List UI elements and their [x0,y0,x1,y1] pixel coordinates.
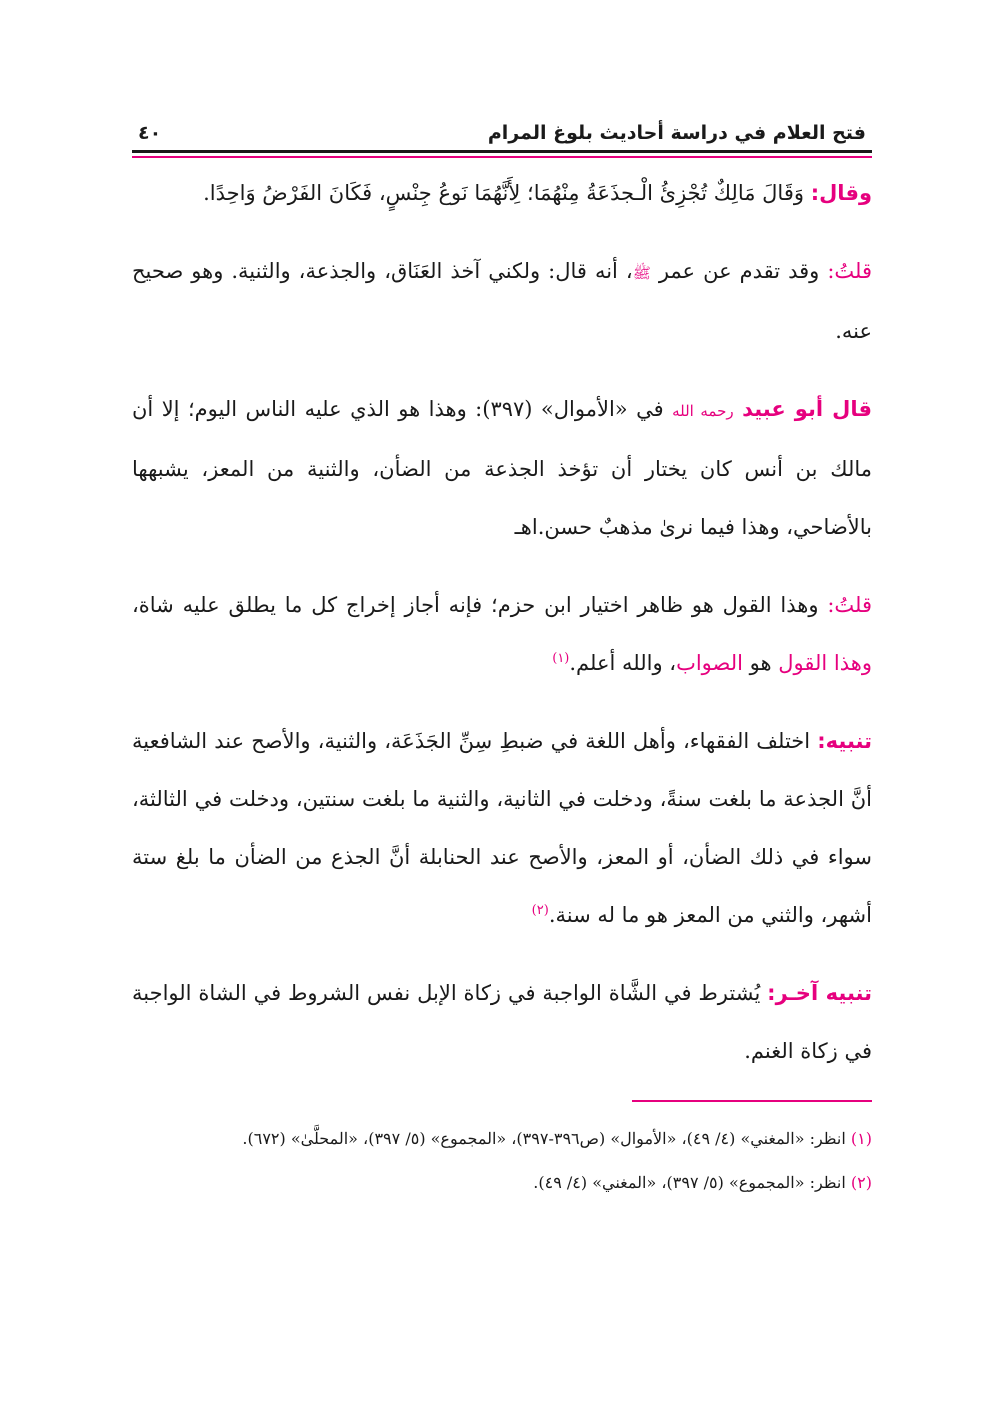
footnote-item [132,1164,872,1202]
footnote-reference[interactable]: (١) [552,651,570,666]
paragraph-malik-saying [132,164,872,222]
paragraph-lead: قال أبو عبيد [742,397,872,421]
footnote-text: انظر: «المجموع» (٥/ ٣٩٧)، «المغني» (٤/ ٤٩). [533,1173,846,1192]
paragraph-text: ، والله أعلم. [569,651,677,675]
paragraph-notice [132,712,872,944]
book-title: فتح العلام في دراسة أحاديث بلوغ المرام [487,122,866,144]
footnotes [132,1120,872,1202]
header-rule-thick [132,150,872,153]
page-header [132,108,872,144]
footnote-separator [632,1100,872,1102]
highlighted-phrase: وهذا القول [778,651,872,675]
document-page [132,108,872,1208]
footnote-number: (١) [850,1129,872,1148]
footnote-text: انظر: «المغني» (٤/ ٤٩)، «الأموال» (ص٣٩٦-٣٩٧)، «المجموع» (٥/ ٣٩٧)، «المحلَّىٰ» (٦٧٢). [242,1129,846,1148]
paragraph-text: اختلف الفقهاء، وأهل اللغة في ضبطِ سِنِّ الجَذَعَة، والثنية، والأصح عند الشافعية أنَّ الجذعة ما بلغت سنةً، ودخلت في الثانية، والثنية ما بلغت سنتين، ودخلت في الثالثة، سواء في ذلك الضأن، أو المعز، والأصح عند الحنابلة أنَّ الجذع من الضأن ما بلغ ستة أشهر، والثني من المعز هو ما له سنة. [132,729,872,927]
paragraph-text: وقد تقدم عن عمر [658,259,820,283]
paragraph-ibn-hazm [132,576,872,692]
footnote-item [132,1120,872,1158]
footnote-number: (٢) [850,1173,872,1192]
paragraph-text: في «الأموال» (٣٩٧): وهذا هو الذي عليه الناس اليوم؛ إلا أن مالك بن أنس كان يختار أن تؤخذ الجذعة من الضأن، والثنية من المعز، يشبهها بالأضاحي، وهذا فيما نرىٰ مذهبٌ حسن.اهـ [132,397,872,539]
main-content [132,164,872,1080]
paragraph-text: هو [749,651,772,675]
footnote-reference[interactable]: (٢) [531,903,549,918]
page-number: ٤٠ [138,122,162,144]
paragraph-lead: قلتُ: [827,259,873,283]
paragraph-lead: تنبيه: [817,729,872,753]
paragraph-text: يُشترط في الشَّاة الواجبة في زكاة الإبل نفس الشروط في الشاة الواجبة في زكاة الغنم. [132,981,872,1063]
paragraph-another-notice [132,964,872,1080]
paragraph-lead: قلتُ: [827,593,872,617]
honorific-glyph: رحمه الله [672,402,734,420]
paragraph-abu-ubaid [132,380,872,556]
paragraph-text: وهذا القول هو ظاهر اختيار ابن حزم؛ فإنه أجاز إخراج كل ما يطلق عليه شاة، [132,593,819,617]
paragraph-text: وَقَالَ مَالِكٌ تُجْزِئُ الْـجذَعَةُ مِنْهُمَا؛ لِأَنَّهُمَا نَوعُ جِنْسٍ، فَكَانَ الفَرْضُ وَاحِدًا. [203,181,804,205]
header-rule-accent [132,156,872,158]
paragraph-lead: وقال: [810,181,872,205]
highlighted-phrase: الصواب [676,651,743,675]
paragraph-author-note-umar [132,242,872,360]
paragraph-lead: تنبيه آخـر: [767,981,872,1005]
honorific-glyph: ﷺ [632,264,651,282]
paragraph-text: ، أنه قال: ولكني آخذ العَنَاق، والجذعة، والثنية. وهو صحيح عنه. [132,259,872,343]
